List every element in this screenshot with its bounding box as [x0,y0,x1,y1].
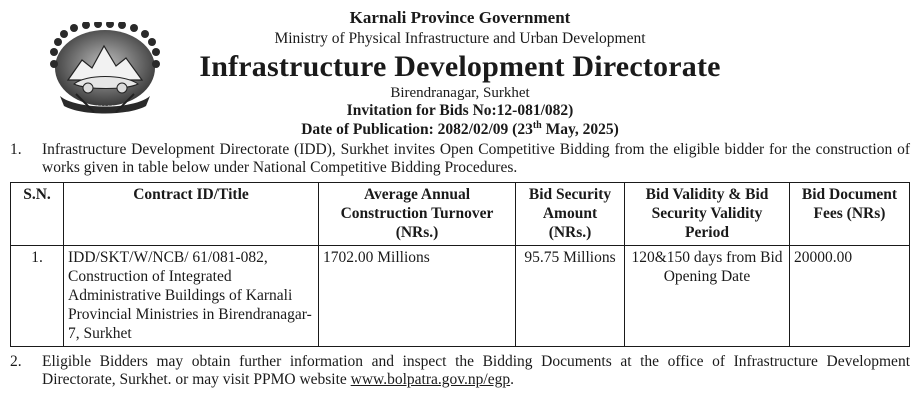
paragraph-1 [10,141,910,177]
government-name: Karnali Province Government [349,8,571,27]
col-validity: Bid Validity & Bid Security Validity Period [625,183,790,246]
date-suffix: May, 2025) [541,121,619,139]
date-prefix: Date of Publication: 2082/02/09 (23 [301,121,533,139]
table-header-row [11,183,910,246]
directorate-title: Infrastructure Development Directorate [199,50,721,83]
ppmo-website-link[interactable]: www.bolpatra.gov.np/egp [350,371,511,388]
office-location: Birendranagar, Surkhet [390,85,530,101]
col-fees: Bid Document Fees (NRs) [790,183,910,246]
cell-validity: 120&150 days from Bid Opening Date [625,246,790,347]
bids-table [10,182,910,347]
table-row [11,246,910,347]
paragraph-text [42,353,910,389]
col-security: Bid Security Amount (NRs.) [516,183,625,246]
cell-fees: 20000.00 [790,246,910,347]
paragraph-number: 1. [10,141,22,158]
publication-date [140,120,780,139]
ministry-name: Ministry of Physical Infrastructure and Urban Development [274,30,646,47]
col-contract: Contract ID/Title [64,183,319,246]
paragraph-2 [10,353,910,389]
cell-security: 95.75 Millions [516,246,625,347]
paragraph-end: . [510,371,514,388]
paragraph-body: Eligible Bidders may obtain further information and inspect the Bidding Documents at the office of Infrastructure Development Directorate, Surkhet. or may visit PPMO website [42,353,910,388]
cell-contract: IDD/SKT/W/NCB/ 61/081-082, Construction of Integrated Administrative Buildings of Karnali Provincial Ministries in Birendranagar-7, Surkhet [64,246,319,347]
col-turnover: Average Annual Construction Turnover (NRs.) [319,183,516,246]
svg-text:· · · · · · ·: · · · · · · · [92,103,118,110]
date-superscript: th [532,120,542,131]
cell-sn: 1. [11,246,64,347]
paragraph-text: Infrastructure Development Directorate (IDD), Surkhet invites Open Competitive Bidding from the eligible bidder for the construction of works given in table below under National Competitive Bidding Procedures. [42,141,910,176]
paragraph-number: 2. [10,353,22,370]
cell-turnover: 1702.00 Millions [319,246,516,347]
col-sn: S.N. [11,183,64,246]
ifb-number: Invitation for Bids No:12-081/082) [346,102,574,119]
